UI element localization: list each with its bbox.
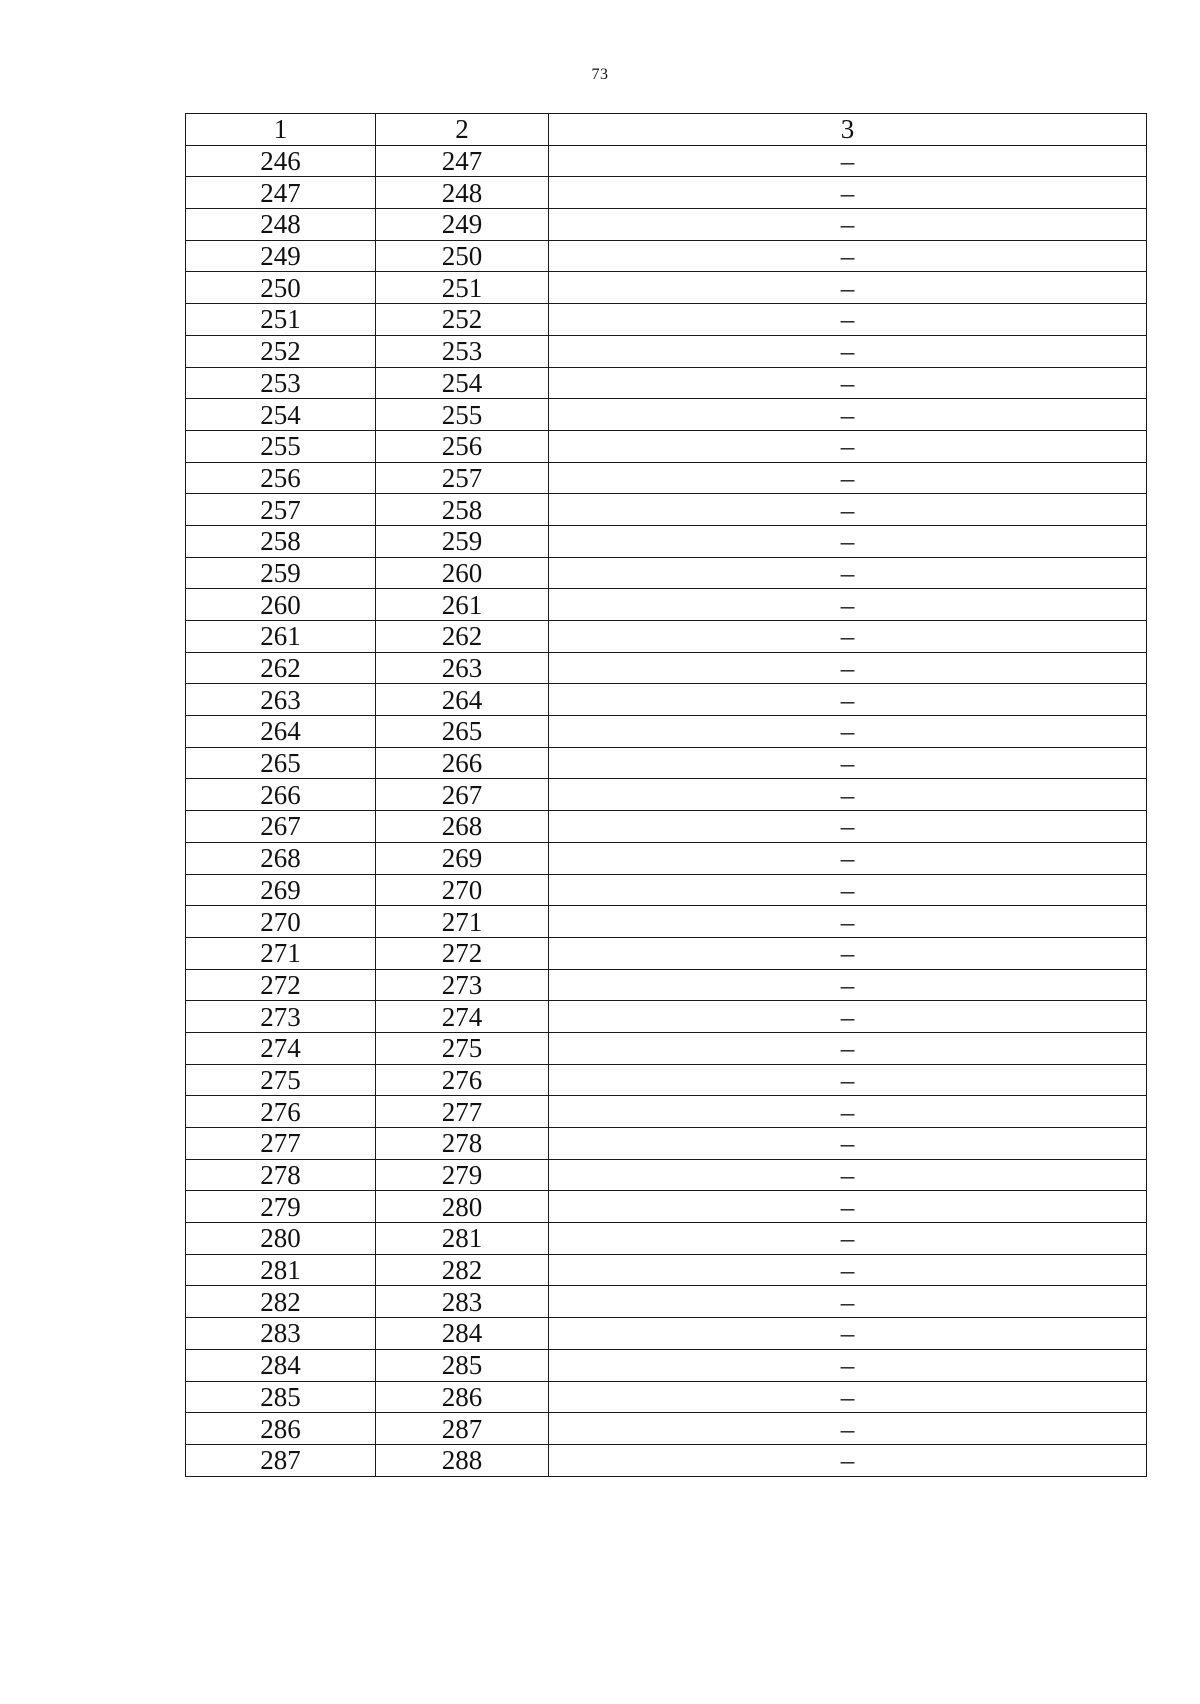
value-cell: –	[549, 652, 1147, 684]
from-cell: 257	[186, 494, 376, 526]
value-cell: –	[549, 494, 1147, 526]
from-cell: 259	[186, 557, 376, 589]
from-cell: 276	[186, 1096, 376, 1128]
from-cell: 264	[186, 716, 376, 748]
value-cell: –	[549, 272, 1147, 304]
to-cell: 283	[376, 1286, 549, 1318]
value-cell: –	[549, 304, 1147, 336]
table-row	[186, 969, 1147, 1001]
from-cell: 263	[186, 684, 376, 716]
value-cell: –	[549, 1128, 1147, 1160]
to-cell: 286	[376, 1381, 549, 1413]
to-cell: 250	[376, 240, 549, 272]
table-row	[186, 716, 1147, 748]
value-cell: –	[549, 1381, 1147, 1413]
to-cell: 259	[376, 525, 549, 557]
from-cell: 275	[186, 1064, 376, 1096]
value-cell: –	[549, 1032, 1147, 1064]
to-cell: 284	[376, 1318, 549, 1350]
to-cell: 252	[376, 304, 549, 336]
table-row	[186, 525, 1147, 557]
from-cell: 260	[186, 589, 376, 621]
to-cell: 274	[376, 1001, 549, 1033]
from-cell: 253	[186, 367, 376, 399]
to-cell: 255	[376, 399, 549, 431]
value-cell: –	[549, 811, 1147, 843]
value-cell: –	[549, 240, 1147, 272]
value-cell: –	[549, 874, 1147, 906]
from-cell: 258	[186, 525, 376, 557]
table-row	[186, 430, 1147, 462]
value-cell: –	[549, 367, 1147, 399]
value-cell: –	[549, 747, 1147, 779]
value-cell: –	[549, 462, 1147, 494]
value-cell: –	[549, 779, 1147, 811]
from-cell: 261	[186, 621, 376, 653]
value-cell: –	[549, 525, 1147, 557]
table-row	[186, 335, 1147, 367]
table-row	[186, 747, 1147, 779]
from-cell: 274	[186, 1032, 376, 1064]
data-table	[185, 113, 1147, 1477]
table-row	[186, 874, 1147, 906]
from-cell: 265	[186, 747, 376, 779]
table-row	[186, 272, 1147, 304]
to-cell: 270	[376, 874, 549, 906]
value-cell: –	[549, 1254, 1147, 1286]
value-cell: –	[549, 335, 1147, 367]
from-cell: 262	[186, 652, 376, 684]
table-row	[186, 399, 1147, 431]
from-cell: 278	[186, 1159, 376, 1191]
to-cell: 248	[376, 177, 549, 209]
to-cell: 273	[376, 969, 549, 1001]
to-cell: 272	[376, 937, 549, 969]
value-cell: –	[549, 399, 1147, 431]
value-cell: –	[549, 145, 1147, 177]
from-cell: 247	[186, 177, 376, 209]
to-cell: 266	[376, 747, 549, 779]
table-row	[186, 652, 1147, 684]
value-cell: –	[549, 1444, 1147, 1476]
value-cell: –	[549, 1191, 1147, 1223]
value-cell: –	[549, 906, 1147, 938]
to-cell: 282	[376, 1254, 549, 1286]
from-cell: 284	[186, 1349, 376, 1381]
table-row	[186, 811, 1147, 843]
to-cell: 287	[376, 1413, 549, 1445]
table-header-row	[186, 114, 1147, 146]
table-row	[186, 1444, 1147, 1476]
to-cell: 261	[376, 589, 549, 621]
value-cell: –	[549, 1096, 1147, 1128]
table-row	[186, 304, 1147, 336]
value-cell: –	[549, 1413, 1147, 1445]
value-cell: –	[549, 1349, 1147, 1381]
to-cell: 253	[376, 335, 549, 367]
to-cell: 262	[376, 621, 549, 653]
table-row	[186, 906, 1147, 938]
table-row	[186, 1254, 1147, 1286]
table-row	[186, 1349, 1147, 1381]
table-row	[186, 209, 1147, 241]
value-cell: –	[549, 589, 1147, 621]
table-row	[186, 240, 1147, 272]
from-cell: 270	[186, 906, 376, 938]
from-cell: 285	[186, 1381, 376, 1413]
table-row	[186, 1223, 1147, 1255]
value-cell: –	[549, 1223, 1147, 1255]
from-cell: 282	[186, 1286, 376, 1318]
from-cell: 246	[186, 145, 376, 177]
from-cell: 248	[186, 209, 376, 241]
header-cell-1: 1	[186, 114, 376, 146]
table-row	[186, 684, 1147, 716]
from-cell: 280	[186, 1223, 376, 1255]
to-cell: 281	[376, 1223, 549, 1255]
to-cell: 276	[376, 1064, 549, 1096]
to-cell: 278	[376, 1128, 549, 1160]
table-row	[186, 621, 1147, 653]
to-cell: 265	[376, 716, 549, 748]
to-cell: 256	[376, 430, 549, 462]
page-number: 73	[591, 66, 609, 83]
table-row	[186, 367, 1147, 399]
value-cell: –	[549, 1286, 1147, 1318]
table-row	[186, 937, 1147, 969]
value-cell: –	[549, 716, 1147, 748]
table-row	[186, 1318, 1147, 1350]
value-cell: –	[549, 1064, 1147, 1096]
to-cell: 257	[376, 462, 549, 494]
from-cell: 279	[186, 1191, 376, 1223]
value-cell: –	[549, 1318, 1147, 1350]
from-cell: 277	[186, 1128, 376, 1160]
to-cell: 280	[376, 1191, 549, 1223]
table-row	[186, 462, 1147, 494]
from-cell: 267	[186, 811, 376, 843]
from-cell: 273	[186, 1001, 376, 1033]
to-cell: 279	[376, 1159, 549, 1191]
from-cell: 254	[186, 399, 376, 431]
from-cell: 251	[186, 304, 376, 336]
table-body	[186, 114, 1147, 1477]
value-cell: –	[549, 684, 1147, 716]
table-row	[186, 842, 1147, 874]
table-row	[186, 1191, 1147, 1223]
from-cell: 286	[186, 1413, 376, 1445]
to-cell: 269	[376, 842, 549, 874]
header-cell-3: 3	[549, 114, 1147, 146]
table-row	[186, 589, 1147, 621]
table-row	[186, 1159, 1147, 1191]
from-cell: 255	[186, 430, 376, 462]
to-cell: 263	[376, 652, 549, 684]
to-cell: 264	[376, 684, 549, 716]
from-cell: 269	[186, 874, 376, 906]
to-cell: 277	[376, 1096, 549, 1128]
table-row	[186, 1286, 1147, 1318]
to-cell: 260	[376, 557, 549, 589]
from-cell: 250	[186, 272, 376, 304]
value-cell: –	[549, 1001, 1147, 1033]
to-cell: 267	[376, 779, 549, 811]
from-cell: 271	[186, 937, 376, 969]
from-cell: 281	[186, 1254, 376, 1286]
from-cell: 272	[186, 969, 376, 1001]
to-cell: 247	[376, 145, 549, 177]
to-cell: 271	[376, 906, 549, 938]
value-cell: –	[549, 177, 1147, 209]
from-cell: 252	[186, 335, 376, 367]
to-cell: 288	[376, 1444, 549, 1476]
value-cell: –	[549, 209, 1147, 241]
table-row	[186, 1032, 1147, 1064]
to-cell: 249	[376, 209, 549, 241]
table-row	[186, 1413, 1147, 1445]
to-cell: 251	[376, 272, 549, 304]
table-row	[186, 145, 1147, 177]
to-cell: 254	[376, 367, 549, 399]
from-cell: 287	[186, 1444, 376, 1476]
to-cell: 268	[376, 811, 549, 843]
value-cell: –	[549, 842, 1147, 874]
table-row	[186, 1001, 1147, 1033]
table-row	[186, 494, 1147, 526]
table-row	[186, 1128, 1147, 1160]
from-cell: 266	[186, 779, 376, 811]
value-cell: –	[549, 621, 1147, 653]
from-cell: 283	[186, 1318, 376, 1350]
from-cell: 268	[186, 842, 376, 874]
value-cell: –	[549, 969, 1147, 1001]
value-cell: –	[549, 937, 1147, 969]
header-cell-2: 2	[376, 114, 549, 146]
value-cell: –	[549, 1159, 1147, 1191]
to-cell: 285	[376, 1349, 549, 1381]
table-row	[186, 1381, 1147, 1413]
table-row	[186, 1064, 1147, 1096]
to-cell: 258	[376, 494, 549, 526]
value-cell: –	[549, 557, 1147, 589]
value-cell: –	[549, 430, 1147, 462]
table-row	[186, 779, 1147, 811]
table-row	[186, 557, 1147, 589]
table-row	[186, 177, 1147, 209]
from-cell: 256	[186, 462, 376, 494]
to-cell: 275	[376, 1032, 549, 1064]
table-row	[186, 1096, 1147, 1128]
from-cell: 249	[186, 240, 376, 272]
